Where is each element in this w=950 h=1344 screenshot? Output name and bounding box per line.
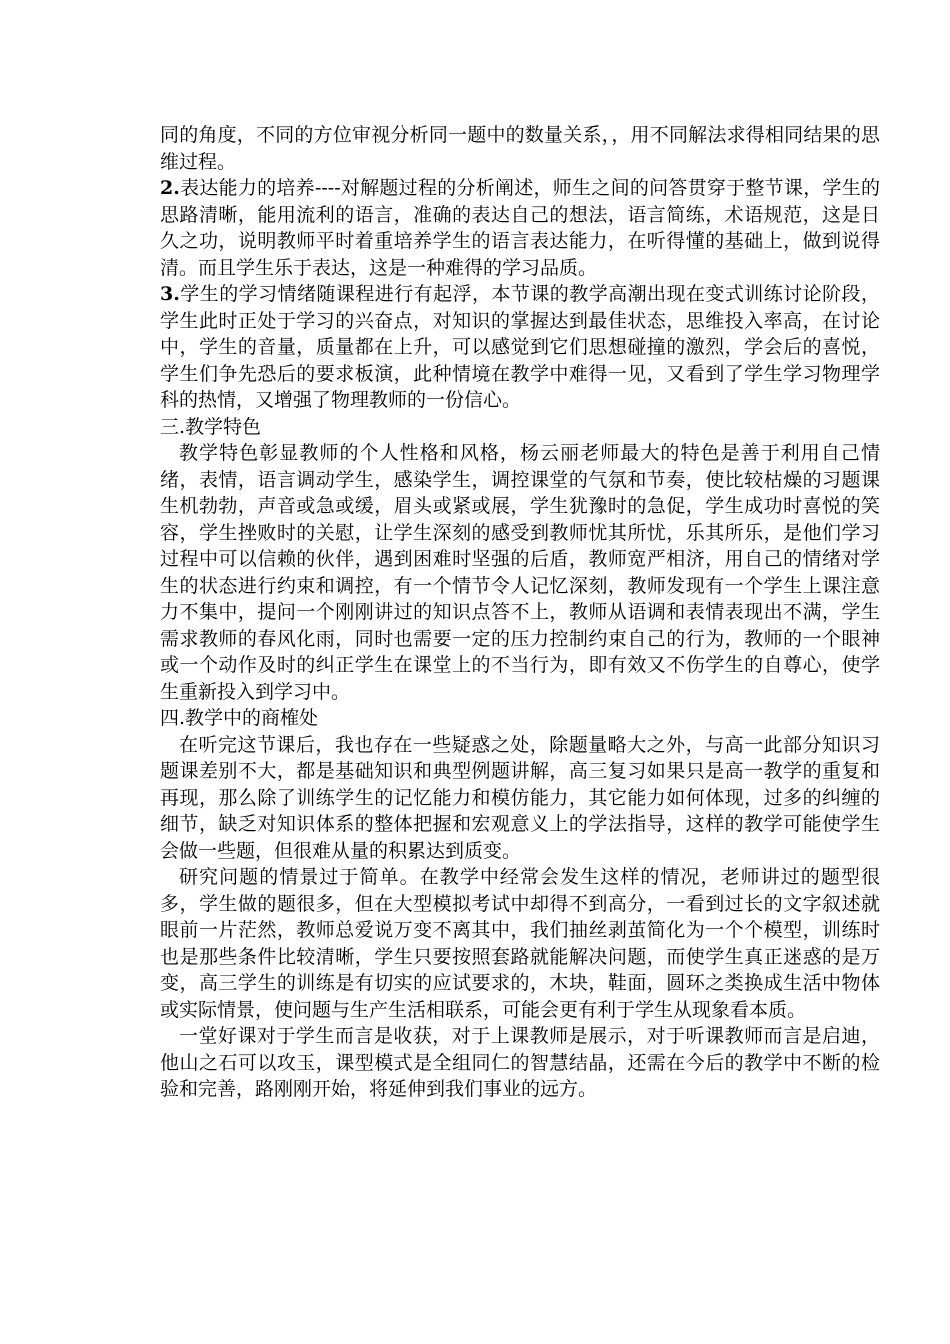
paragraph-continuation: 同的角度，不同的方位审视分析同一题中的数量关系，，用不同解法求得相同结果的思维过程。 (160, 124, 880, 173)
paragraph-conclusion: 一堂好课对于学生而言是收获，对于上课教师是展示，对于听课教师而言是启迪，他山之石可以攻玉，课型模式是全组同仁的智慧结晶，还需在今后的教学中不断的检验和完善，路刚刚开始，将延伸到我们事业的远方。 (160, 1025, 880, 1100)
paragraph-problem-scenarios: 研究问题的情景过于简单。在教学中经常会发生这样的情况，老师讲过的题型很多，学生做的题很多，但在大型模拟考试中却得不到高分，一看到过长的文字叙述就眼前一片茫然，教师总爱说万变不离其中，我们抽丝剥茧简化为一个个模型，训练时也是那些条件比较清晰，学生只要按照套路就能解决问题，而使学生真正迷惑的是万变，高三学生的训练是有切实的应试要求的，木块，鞋面，圆环之类换成生活中物体或实际情景，使问题与生产生活相联系，可能会更有利于学生从现象看本质。 (160, 866, 880, 1021)
paragraph-expression-ability (160, 175, 880, 281)
paragraph-doubts: 在听完这节课后，我也存在一些疑惑之处，除题量略大之外，与高一此部分知识习题课差别不大，都是基础知识和典型例题讲解，高三复习如果只是高一教学的重复和再现，那么除了训练学生的记忆能力和模仿能力，其它能力如何体现，过多的纠缠的细节，缺乏对知识体系的整体把握和宏观意义上的学法指导，这样的教学可能使学生会做一些题，但很难从量的积累达到质变。 (160, 733, 880, 862)
paragraph-text: 学生的学习情绪随课程进行有起浮，本节课的教学高潮出现在变式训练讨论阶段，学生此时正处于学习的兴奋点，对知识的掌握达到最佳状态，思维投入率高，在讨论中，学生的音量，质量都在上升，可以感觉到它们思想碰撞的激烈，学会后的喜悦，学生们争先恐后的要求板演，此种情境在教学中难得一见，又看到了学生学习物理学科的热情，又增强了物理教师的一份信心。 (160, 283, 880, 411)
section-heading-teaching-features: 三.教学特色 (160, 415, 262, 438)
item-number: 2. (160, 177, 180, 199)
paragraph-learning-mood (160, 281, 880, 414)
item-number: 3. (160, 283, 180, 305)
paragraph-teaching-features: 教学特色彰显教师的个人性格和风格，杨云丽老师最大的特色是善于利用自己情绪，表情，语言调动学生，感染学生，调控课堂的气氛和节奏，使比较枯燥的习题课生机勃勃，声音或急或缓，眉头或紧或展，学生犹豫时的急促，学生成功时喜悦的笑容，学生挫败时的关慰，让学生深刻的感受到教师忧其所忧，乐其所乐，是他们学习过程中可以信赖的伙伴，遇到困难时坚强的后盾，教师宽严相济，用自己的情绪对学生的状态进行约束和调控，有一个情节令人记忆深刻，教师发现有一个学生上课注意力不集中，提问一个刚刚讲过的知识点答不上，教师从语调和表情表现出不满，学生需求教师的春风化雨，同时也需要一定的压力控制约束自己的行为，教师的一个眼神或一个动作及时的纠正学生在课堂上的不当行为，即有效又不伤学生的自尊心，使学生重新投入到学习中。 (160, 442, 880, 703)
section-heading-discussion-points: 四.教学中的商榷处 (160, 707, 319, 729)
document-body (160, 122, 880, 1103)
paragraph-text: 表达能力的培养----对解题过程的分析阐述，师生之间的问答贯穿于整节课，学生的思路清晰，能用流利的语言，准确的表达自己的想法，语言简练，术语规范，这是日久之功，说明教师平时着重培养学生的语言表达能力，在听得懂的基础上，做到说得清。而且学生乐于表达，这是一种难得的学习品质。 (160, 177, 880, 279)
